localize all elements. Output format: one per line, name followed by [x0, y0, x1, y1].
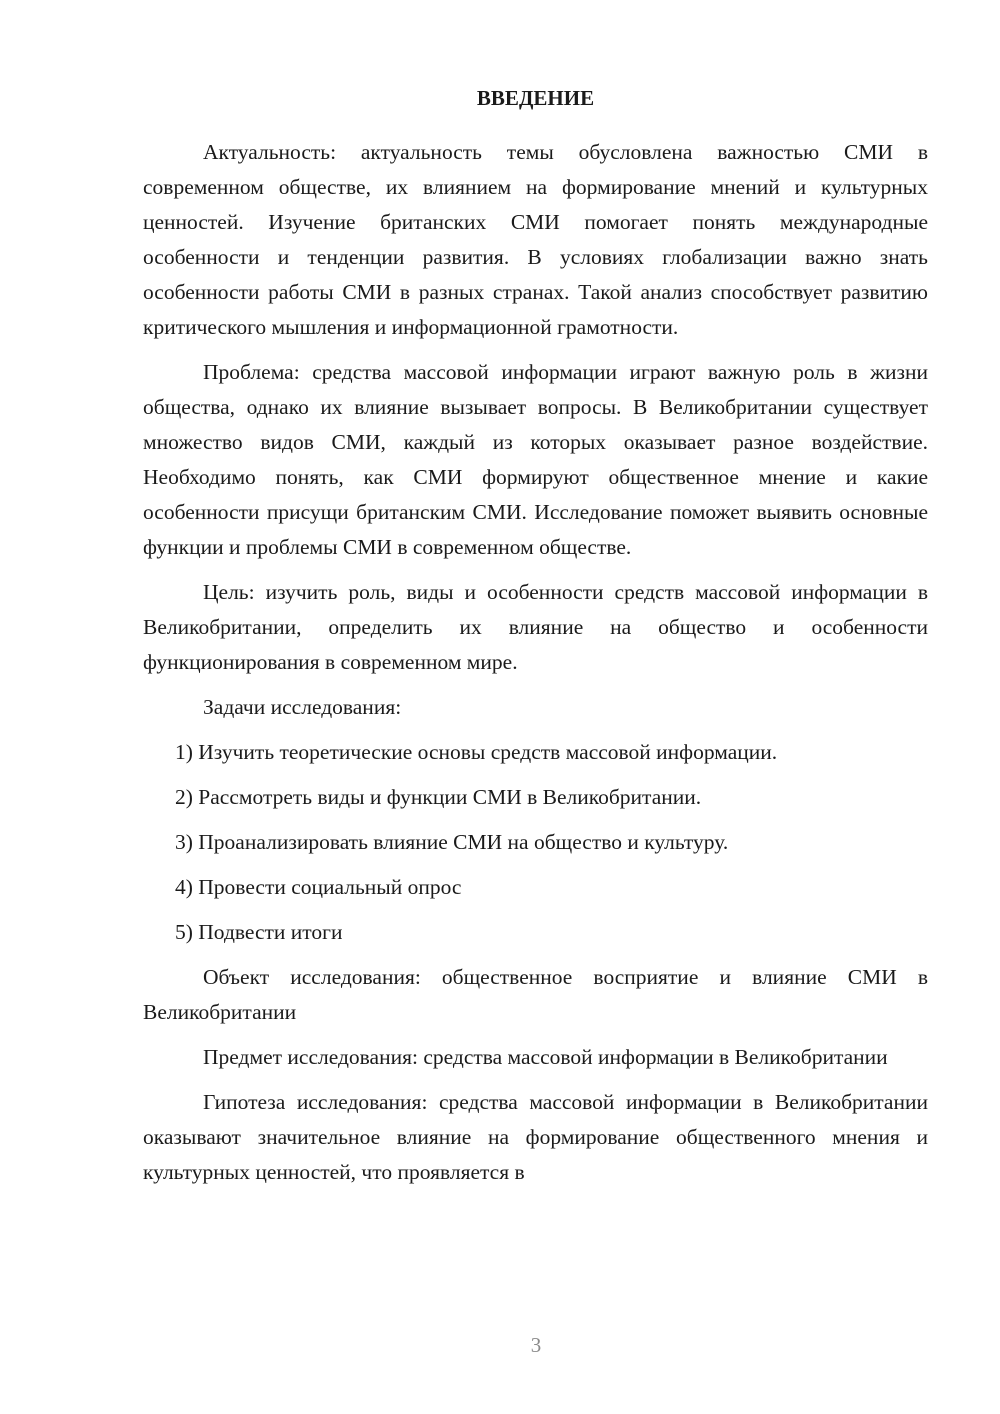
- page-number: 3: [530, 1333, 542, 1357]
- paragraph-hypothesis: Гипотеза исследования: средства массовой информации в Великобритании оказывают значительное влияние на формирование общественного мнения и культурных ценностей, что проявляется в: [143, 1090, 928, 1184]
- task-item: 2) Рассмотреть виды и функции СМИ в Великобритании.: [175, 785, 702, 809]
- task-list: [143, 735, 928, 950]
- paragraph-problem: Проблема: средства массовой информации играют важную роль в жизни общества, однако их влияние вызывает вопросы. В Великобритании существует множество видов СМИ, каждый из которых оказывает разное воздействие. Необходимо понять, как СМИ формируют общественное мнение и какие особенности присущи британским СМИ. Исследование поможет выявить основные функции и проблемы СМИ в современном обществе.: [143, 360, 928, 559]
- paragraph-object: Объект исследования: общественное восприятие и влияние СМИ в Великобритании: [143, 965, 928, 1024]
- task-item: 5) Подвести итоги: [175, 920, 343, 944]
- paragraph-subject: Предмет исследования: средства массовой информации в Великобритании: [203, 1045, 888, 1069]
- paragraph-relevance: Актуальность: актуальность темы обусловлена важностью СМИ в современном обществе, их влиянием на формирование мнений и культурных ценностей. Изучение британских СМИ помогает понять международные особенности и тенденции развития. В условиях глобализации важно знать особенности работы СМИ в разных странах. Такой анализ способствует развитию критического мышления и информационной грамотности.: [143, 140, 928, 339]
- task-item: 4) Провести социальный опрос: [175, 875, 462, 899]
- page-title: ВВЕДЕНИЕ: [476, 86, 595, 110]
- task-item: 1) Изучить теоретические основы средств массовой информации.: [175, 740, 778, 764]
- tasks-heading: Задачи исследования:: [203, 695, 402, 719]
- paragraph-goal: Цель: изучить роль, виды и особенности средств массовой информации в Великобритании, определить их влияние на общество и особенности функционирования в современном мире.: [143, 580, 928, 674]
- task-item: 3) Проанализировать влияние СМИ на общество и культуру.: [175, 830, 729, 854]
- document-page: [143, 88, 928, 1200]
